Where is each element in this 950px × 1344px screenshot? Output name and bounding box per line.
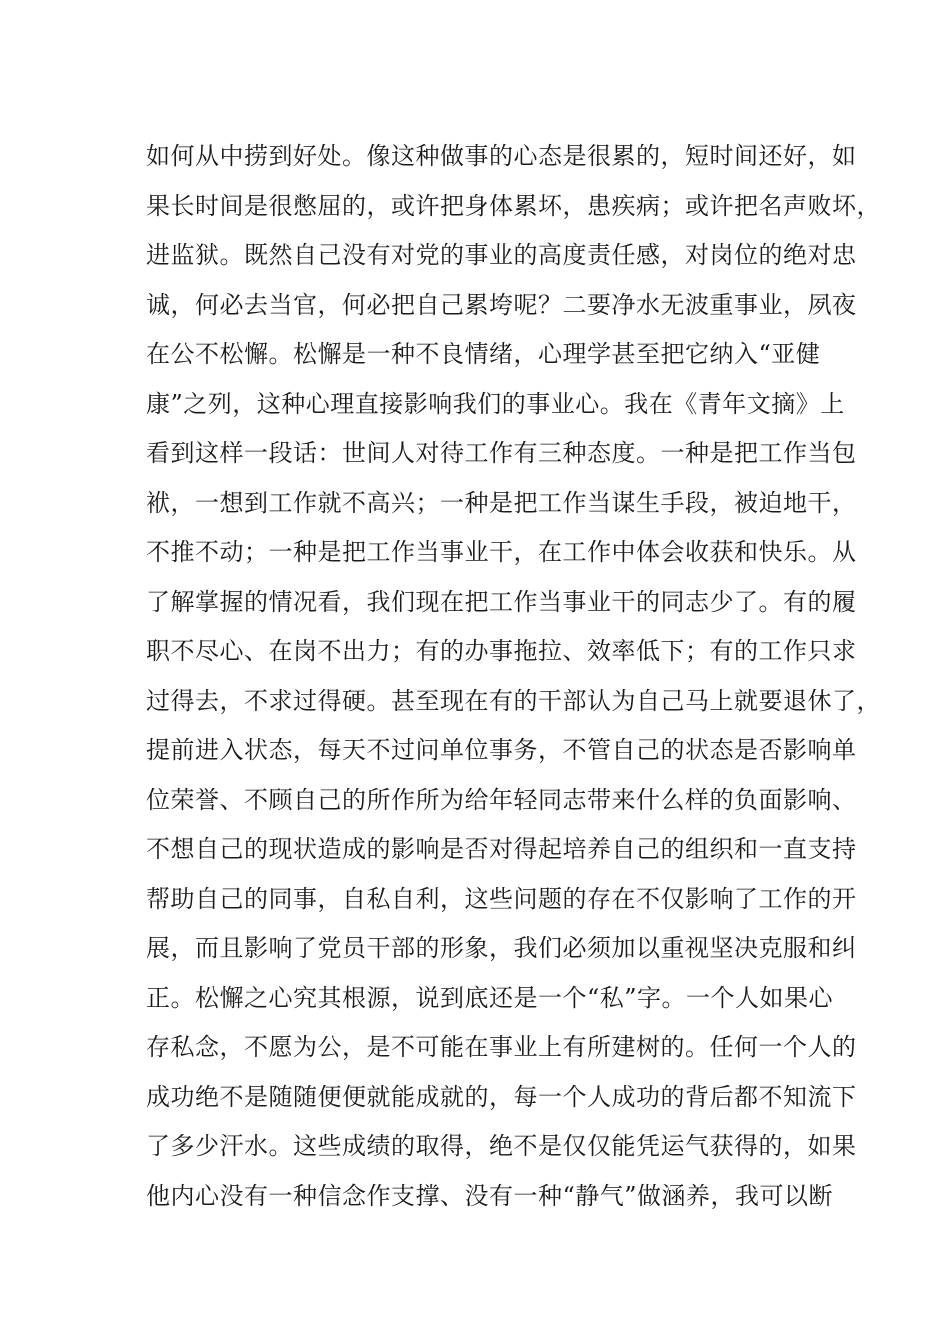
text-line: 诚，何必去当官，何必把自己累垮呢？二要净水无波重事业，夙夜 (146, 290, 857, 319)
text-line: 了多少汗水。这些成绩的取得，绝不是仅仅能凭运气获得的，如果 (146, 1132, 857, 1160)
text-line: 如何从中捞到好处。像这种做事的心态是很累的，短时间还好，如 (146, 142, 857, 170)
text-line: 了解掌握的情况看，我们现在把工作当事业干的同志少了。有的履 (146, 587, 857, 616)
text-line: 成功绝不是随随便便就能成就的，每一个人成功的背后都不知流下 (146, 1082, 857, 1111)
text-line: 正。松懈之心究其根源，说到底还是一个“私”字。一个人如果心 (146, 983, 834, 1012)
text-line: 位荣誉、不顾自己的所作所为给年轻同志带来什么样的负面影响、 (146, 785, 857, 814)
text-line: 不推不动；一种是把工作当事业干，在工作中体会收获和快乐。从 (146, 538, 857, 566)
text-line: 袱，一想到工作就不高兴；一种是把工作当谋生手段，被迫地干， (146, 488, 857, 517)
text-line: 康”之列，这种心理直接影响我们的事业心。我在《青年文摘》上 (146, 389, 845, 418)
text-line: 他内心没有一种信念作支撑、没有一种“静气”做涵养，我可以断 (146, 1181, 834, 1210)
text-line: 看到这样一段话：世间人对待工作有三种态度。一种是把工作当包 (146, 439, 857, 467)
text-line: 职不尽心、在岗不出力；有的办事拖拉、效率低下；有的工作只求 (146, 637, 857, 665)
text-line: 不想自己的现状造成的影响是否对得起培养自己的组织和一直支持 (146, 835, 857, 863)
body-text (146, 132, 881, 1221)
text-line: 展，而且影响了党员干部的形象，我们必须加以重视坚决克服和纠 (146, 934, 857, 962)
text-line: 进监狱。既然自己没有对党的事业的高度责任感，对岗位的绝对忠 (146, 241, 857, 269)
text-line: 在公不松懈。松懈是一种不良情绪，心理学甚至把它纳入“亚健 (146, 340, 821, 368)
text-line: 提前进入状态，每天不过问单位事务，不管自己的状态是否影响单 (146, 736, 857, 764)
text-line: 果长时间是很憋屈的，或许把身体累坏，患疾病；或许把名声败坏， (146, 191, 881, 220)
text-line: 过得去，不求过得硬。甚至现在有的干部认为自己马上就要退休了， (146, 686, 881, 715)
text-line: 存私念，不愿为公，是不可能在事业上有所建树的。任何一个人的 (146, 1033, 857, 1061)
text-line: 帮助自己的同事，自私自利，这些问题的存在不仅影响了工作的开 (146, 884, 857, 913)
